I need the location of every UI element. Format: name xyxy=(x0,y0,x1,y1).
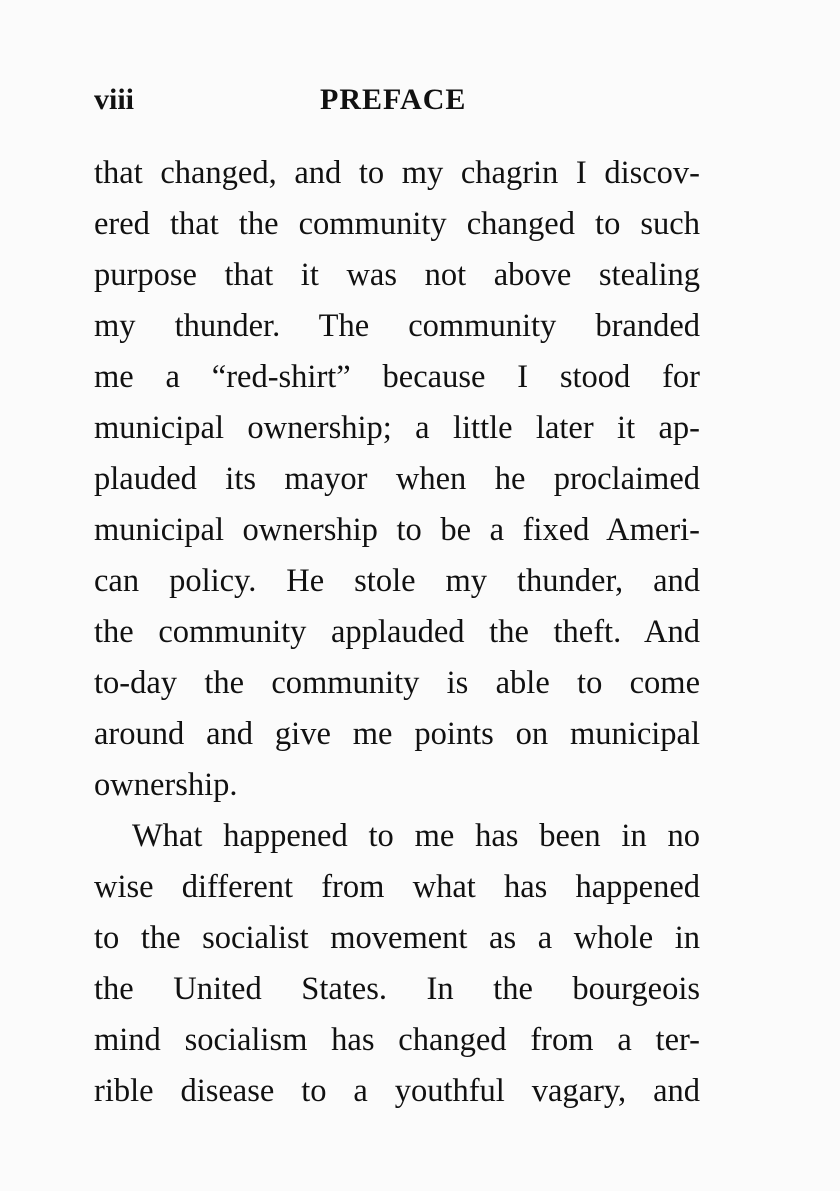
text-line: the community applauded the theft. And xyxy=(94,614,700,650)
body-text xyxy=(94,148,700,1117)
text-line: wise different from what has happened xyxy=(94,869,700,905)
paragraph-1 xyxy=(94,148,700,811)
text-line: municipal ownership; a little later it ap- xyxy=(94,410,700,446)
text-line: around and give me points on municipal xyxy=(94,716,700,752)
paragraph-2 xyxy=(94,811,700,1117)
text-line: rible disease to a youthful vagary, and xyxy=(94,1073,700,1109)
text-line: ownership. xyxy=(94,767,238,803)
text-line: purpose that it was not above stealing xyxy=(94,257,700,293)
text-line: mind socialism has changed from a ter- xyxy=(94,1022,700,1058)
text-line: can policy. He stole my thunder, and xyxy=(94,563,700,599)
text-line: plauded its mayor when he proclaimed xyxy=(94,461,700,497)
text-line: to the socialist movement as a whole in xyxy=(94,920,700,956)
text-line: my thunder. The community branded xyxy=(94,308,700,344)
text-line: municipal ownership to be a fixed Ameri- xyxy=(94,512,700,548)
text-line: me a “red-shirt” because I stood for xyxy=(94,359,700,395)
text-line: the United States. In the bourgeois xyxy=(94,971,700,1007)
running-head xyxy=(94,80,700,120)
text-line: ered that the community changed to such xyxy=(94,206,700,242)
text-line: to-day the community is able to come xyxy=(94,665,700,701)
running-title: PREFACE xyxy=(320,83,467,116)
text-line: that changed, and to my chagrin I discov- xyxy=(94,155,700,191)
text-line: What happened to me has been in no xyxy=(132,818,700,854)
page-number: viii xyxy=(94,83,135,116)
